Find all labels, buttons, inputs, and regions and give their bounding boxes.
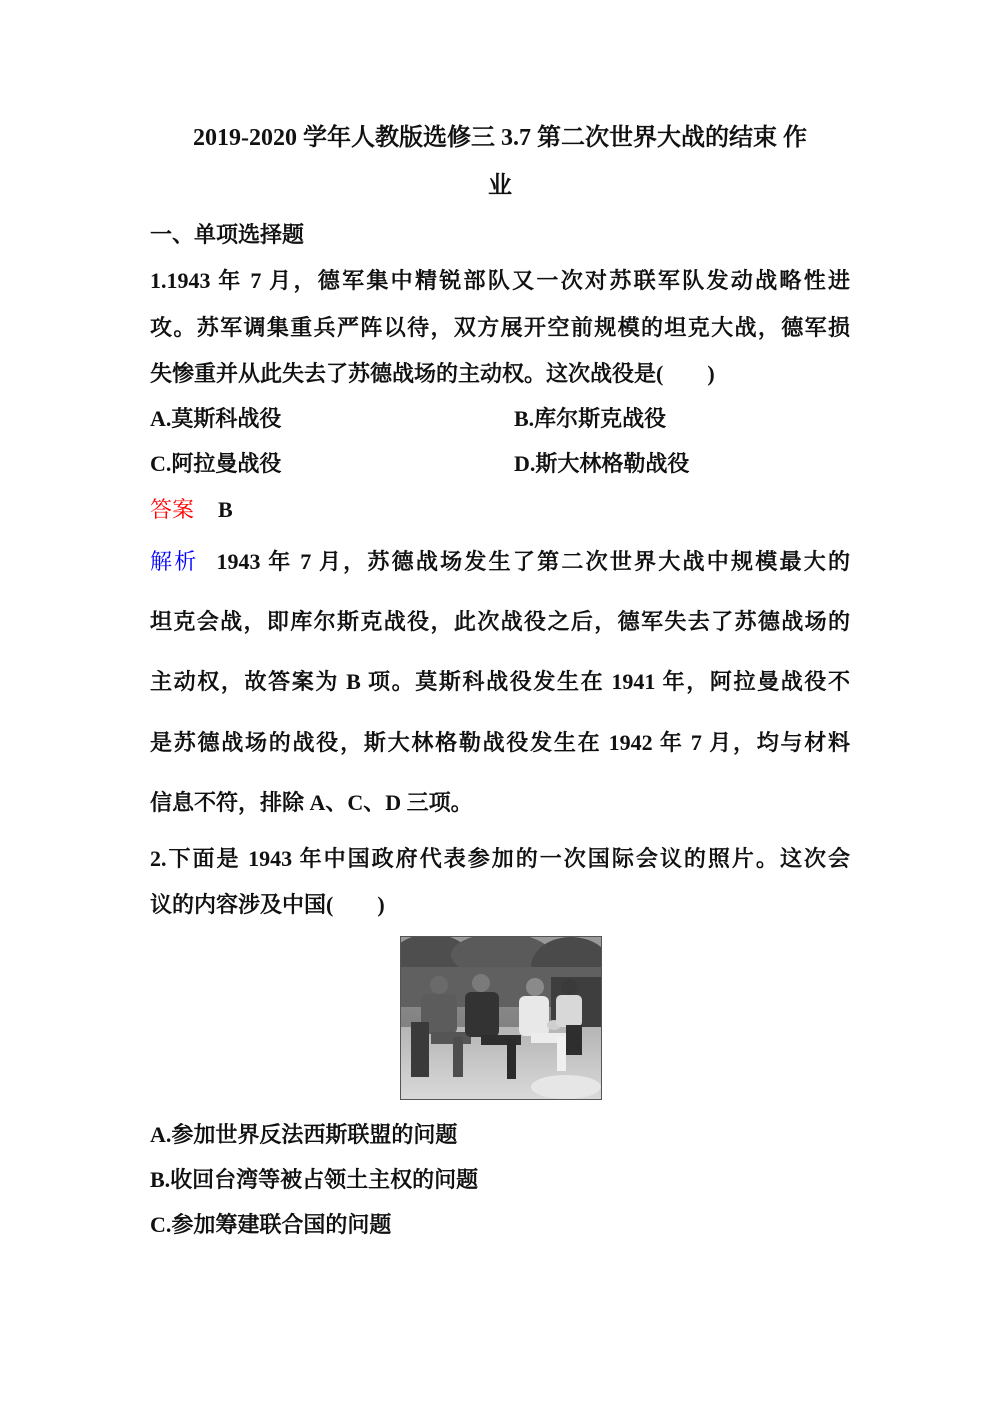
question-2-stem-line-2 bbox=[150, 892, 385, 918]
section-heading: 一、单项选择题 bbox=[150, 222, 305, 247]
question-1-stem-text: 失惨重并从此失去了苏德战场的主动权。这次战役是( bbox=[150, 361, 664, 386]
question-2-option-c: C.参加筹建联合国的问题 bbox=[150, 1212, 392, 1237]
photo-illustration bbox=[401, 937, 601, 1099]
question-1-analysis-line-3: 主动权，故答案为 B 项。莫斯科战役发生在 1941 年，阿拉曼战役不 bbox=[150, 669, 850, 694]
analysis-label: 解析 bbox=[150, 549, 199, 574]
question-1-option-a: A.莫斯科战役 bbox=[150, 406, 282, 431]
question-1-close-paren: ) bbox=[707, 361, 715, 386]
document-title-line-1: 2019-2020 学年人教版选修三 3.7 第二次世界大战的结束 作 bbox=[193, 125, 807, 151]
question-2-stem-line-1: 2.下面是 1943 年中国政府代表参加的一次国际会议的照片。这次会 bbox=[150, 846, 850, 871]
question-1-analysis-line-5: 信息不符，排除 A、C、D 三项。 bbox=[150, 790, 473, 815]
question-1-option-c: C.阿拉曼战役 bbox=[150, 451, 282, 476]
document-title-line-2: 业 bbox=[488, 173, 512, 199]
question-1-option-b: B.库尔斯克战役 bbox=[514, 406, 667, 431]
answer-value: B bbox=[218, 497, 233, 522]
answer-label: 答案 bbox=[150, 497, 195, 522]
question-2-option-a: A.参加世界反法西斯联盟的问题 bbox=[150, 1122, 458, 1147]
question-1-analysis-line-4: 是苏德战场的战役，斯大林格勒战役发生在 1942 年 7 月，均与材料 bbox=[150, 730, 850, 755]
question-2-option-b: B.收回台湾等被占领土主权的问题 bbox=[150, 1167, 479, 1192]
question-2-stem-text: 议的内容涉及中国( bbox=[150, 892, 334, 917]
question-1-analysis-line-1 bbox=[150, 549, 850, 575]
analysis-text: 1943 年 7 月，苏德战场发生了第二次世界大战中规模最大的 bbox=[216, 549, 850, 574]
question-1-analysis-line-2: 坦克会战，即库尔斯克战役，此次战役之后，德军失去了苏德战场的 bbox=[150, 609, 850, 634]
question-1-stem-line-2: 攻。苏军调集重兵严阵以待，双方展开空前规模的坦克大战，德军损 bbox=[150, 315, 850, 340]
question-1-stem-line-3 bbox=[150, 361, 715, 387]
question-1-stem-line-1: 1.1943 年 7 月，德军集中精锐部队又一次对苏联军队发动战略性进 bbox=[150, 268, 850, 293]
question-2-close-paren: ) bbox=[377, 892, 385, 917]
cairo-conference-photo bbox=[400, 936, 602, 1100]
question-1-answer bbox=[150, 497, 233, 523]
question-1-option-d: D.斯大林格勒战役 bbox=[514, 451, 690, 476]
